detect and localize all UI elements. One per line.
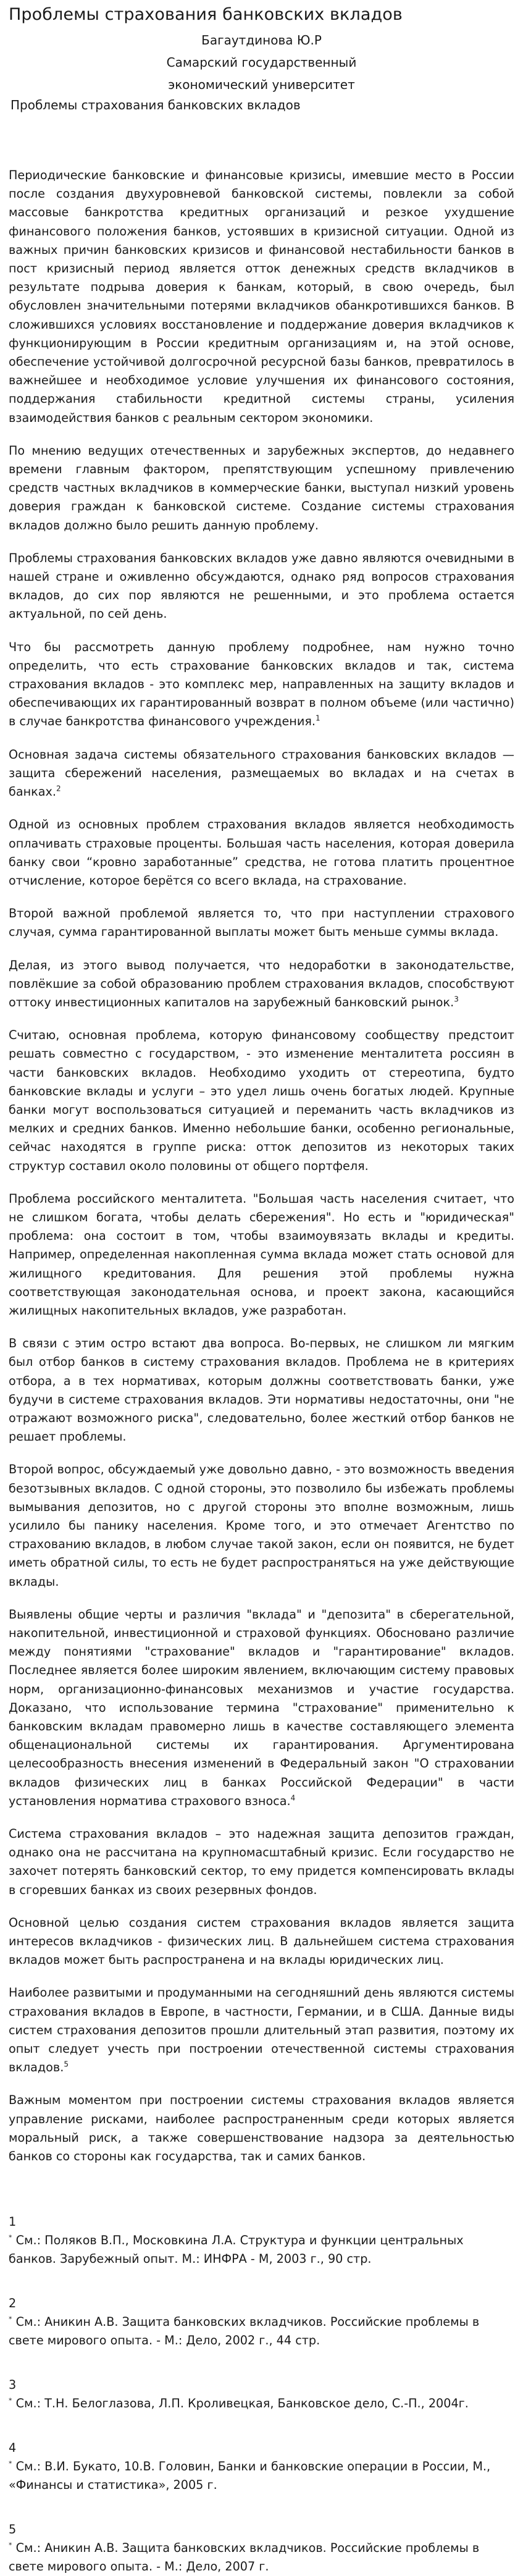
footnote [9,2376,514,2413]
footnote-citation: См.: Аникин А.В. Защита банковских вкладчиков. Российские проблемы в свете мирового опыта. - М.: Дело, 2007 г. [9,2541,480,2574]
paragraph-text: Делая, из этого вывод получается, что недоработки в законодательстве, повлёкшие за собой образованию проблем страхования вкладов, способствуют оттоку инвестиционных капиталов на зарубежный банковский рынок. [9,958,514,1009]
paragraph-text: Основная задача системы обязательного страхования банковских вкладов — защита сбережений населения, размещаемых во вкладах и на счетах в банках. [9,747,514,799]
footnote-number: 5 [9,2522,17,2537]
body-paragraph [9,1026,514,1176]
paragraph-text: Второй вопрос, обсуждаемый уже довольно давно, - это возможность введения безотзывных вкладов. С одной стороны, это позволило бы избежать проблемы вымывания депозитов, но с другой стороны это вполне возможным, лишь усилило бы панику населения. Кроме того, и это отмечает Агентство по страхованию вкладов, в любом случае такой закон, если он появится, не будет иметь обратной силы, то есть не будет распространяться на уже действующие вклады. [9,1462,514,1589]
body-paragraph [9,956,514,1012]
document-subtitle: Проблемы страхования банковских вкладов [10,98,301,112]
document-meta [9,29,514,96]
footnote-reference[interactable]: 2 [56,784,61,793]
footnote-citation: См.: В.И. Букато, 10.В. Головин, Банки и банковские операции в России, М., «Финансы и статистика», 2005 г. [9,2459,491,2493]
footnote-citation: См.: Поляков В.П., Московкина Л.А. Структура и функции центральных банков. Зарубежный опыт. М.: ИНФРА - М, 2003 г., 90 стр. [9,2233,464,2267]
body-paragraph [9,166,514,427]
footnote-text [9,2313,514,2350]
footnote-text [9,2457,514,2494]
document-body [9,166,514,2166]
body-paragraph [9,1606,514,1811]
footnote-asterisk: * [9,2396,12,2405]
footnote-number: 3 [9,2378,17,2393]
body-paragraph [9,638,514,731]
footnote-asterisk: * [9,2459,12,2468]
paragraph-text: Что бы рассмотреть данную проблему подробнее, нам нужно точно определить, что есть страхование банковских вкладов и так, система страхования вкладов - это комплекс мер, направленных на защиту вкладов и обеспечивающих их гарантированный возврат в полном объеме (или частично) в случае банкротства финансового учреждения. [9,639,514,729]
body-paragraph [9,549,514,624]
paragraph-text: Основной целью создания систем страхования вкладов является защита интересов вкладчиков - физических лиц. В дальнейшем система страхования вкладов может быть распространена и на вклады юридических лиц. [9,1915,514,1968]
body-paragraph [9,904,514,941]
body-paragraph [9,2091,514,2166]
body-paragraph [9,442,514,535]
footnote-reference[interactable]: 3 [454,995,459,1004]
paragraph-text: Одной из основных проблем страхования вкладов является необходимость оплачивать страховые проценты. Большая часть населения, которая доверила банку свои “кровно заработанные” средства, не готова платить процентное отчисление, которое берётся со всего вклада, на страхование. [9,817,514,888]
paragraph-text: В связи с этим остро встают два вопроса. Во-первых, не слишком ли мягким был отбор банков в систему страхования вкладов. Проблема не в критериях отбора, а в тех нормативах, которым должны соответствовать банки, уже будучи в системе страхования вкладов. Эти нормативы недостаточны, они "не отражают возможного риска", следовательно, более жесткий отбор банков не решает проблемы. [9,1336,514,1444]
footnote-citation: См.: Аникин А.В. Защита банковских вкладчиков. Российские проблемы в свете мирового опыта. - М.: Дело, 2002 г., 44 стр. [9,2315,480,2348]
footnotes-section [9,2213,514,2576]
footnote [9,2439,514,2494]
paragraph-text: Выявлены общие черты и различия "вклада" и "депозита" в сберегательной, накопительной, инвестиционной и страховой функциях. Обосновано различие между понятиями "страхование" вкладов и "гарантирование" вкладов. Последнее является более широким явлением, включающим систему правовых норм, организационно-финансовых механизмов и участие государства. Доказано, что использование термина "страхование" применительно к банковским вкладам правомерно лишь в качестве составляющего элемента общенациональной системы их гарантирования. Аргументирована целесообразность внесения изменений в Федеральный закон "О страховании вкладов физических лиц в банках Российской Федерации" в части установления норматива страхового взноса. [9,1607,514,1808]
footnote-reference[interactable]: 1 [315,714,320,723]
paragraph-text: Считаю, основная проблема, которую финансовому сообществу предстоит решать совместно с государством, - это изменение менталитета россиян в части банковских вкладов. Необходимо уходить от стереотипа, будто банковские вклады и услуги – это удел лишь очень богатых людей. Крупные банки могут воспользоваться ситуацией и переманить часть вкладчиков из мелких и средних банков. Именно небольшие банки, особенно региональные, сейчас находятся в группе риска: отток депозитов из некоторых таких структур составил около половины от общего портфеля. [9,1028,514,1173]
footnote-number: 1 [9,2215,17,2229]
footnote-text [9,2231,514,2268]
footnote [9,2213,514,2268]
footnote-reference[interactable]: 5 [64,2060,69,2069]
footnote-number: 2 [9,2296,17,2311]
author-name: Багаутдинова Ю.Р [201,33,322,48]
paragraph-text: Проблемы страхования банковских вкладов уже давно являются очевидными в нашей стране и оживленно обсуждаются, однако ряд вопросов страхования вкладов, до сих пор являются не решенными, и это проблема остается актуальной, по сей день. [9,550,514,621]
footnote-asterisk: * [9,2315,12,2323]
paragraph-text: Важным моментом при построении системы страхования вкладов является управление рисками, наиболее распространенным среди которых является моральный риск, а также совершенствование надзора за деятельностью банков со стороны как государства, так и самих банков. [9,2093,514,2164]
body-paragraph [9,746,514,802]
body-paragraph [9,1984,514,2077]
paragraph-text: Периодические банковские и финансовые кризисы, имевшие место в России после создания двухуровневой банковской системы, повлекли за собой массовые банкротства кредитных организаций и резкое ухудшение финансового положения банков, устоявших в кризисной ситуации. Одной из важных причин банковских кризисов и финансовой нестабильности банков в пост кризисный период является отток денежных средств вкладчиков в результате подрыва доверия к банкам, который, в свою очередь, был обусловлен значительными потерями вкладчиков обанкротившихся банков. В сложившихся условиях восстановление и поддержание доверия вкладчиков к функционирующим в России кредитным организациям и, на этой основе, обеспечение устойчивой долгосрочной ресурсной базы банков, превратилось в важнейшее и необходимое условие улучшения их финансового состояния, поддержания стабильности кредитной системы страны, усиления взаимодействия банков с реальным сектором экономики. [9,168,514,425]
body-paragraph [9,1190,514,1320]
footnote-text [9,2394,514,2413]
footnote-citation: См.: Т.Н. Белоглазова, Л.П. Кроливецкая, Банковское дело, С.-П., 2004г. [12,2396,469,2411]
paragraph-text: Второй важной проблемой является то, что при наступлении страхового случая, сумма гарантированной выплаты может быть меньше суммы вклада. [9,906,514,940]
affiliation-line-1: Самарский государственный [166,55,357,70]
footnote [9,2294,514,2350]
body-paragraph [9,815,514,890]
footnote-asterisk: * [9,2233,12,2242]
paragraph-text: Проблема российского менталитета. "Большая часть населения считает, что не слишком богата, чтобы делать сбережения". Но есть и "юридическая" проблема: она состоит в том, чтобы взаимоувязать вклады и кредиты. Например, определенная накопленная сумма вклада может стать основой для жилищного кредитования. Для решения этой проблемы нужна соответствующая законодательная основа, и проект закона, касающийся жилищных накопительных вкладов, уже разработан. [9,1191,514,1318]
body-paragraph [9,1914,514,1970]
paragraph-text: Наиболее развитыми и продуманными на сегодняшний день являются системы страхования вкладов в Европе, в частности, Германии, и в США. Данные виды систем страхования депозитов прошли длительный этап развития, поэтому их опыт следует учесть при построении отечественной системы страхования вкладов. [9,1985,514,2075]
footnote-number: 4 [9,2441,17,2456]
affiliation-line-2: экономический университет [168,77,355,92]
footnote-reference[interactable]: 4 [290,1793,296,1803]
paragraph-text: Система страхования вкладов – это надежная защита депозитов граждан, однако она не рассчитана на крупномасштабный кризис. Если государство не захочет потерять банковский сектор, то ему придется компенсировать вклады в сгоревших банках из своих резервных фондов. [9,1827,514,1897]
footnote-text [9,2539,514,2576]
footnote-asterisk: * [9,2541,12,2549]
footnote [9,2520,514,2576]
body-paragraph [9,1825,514,1900]
body-paragraph [9,1334,514,1446]
body-paragraph [9,1460,514,1591]
document-title: Проблемы страхования банковских вкладов [9,5,403,24]
paragraph-text: По мнению ведущих отечественных и зарубежных экспертов, до недавнего времени главным фактором, препятствующим успешному привлечению средств частных вкладчиков в коммерческие банки, выступал низкий уровень доверия граждан к банковской системе. Создание системы страхования вкладов должно было решить данную проблему. [9,443,514,532]
